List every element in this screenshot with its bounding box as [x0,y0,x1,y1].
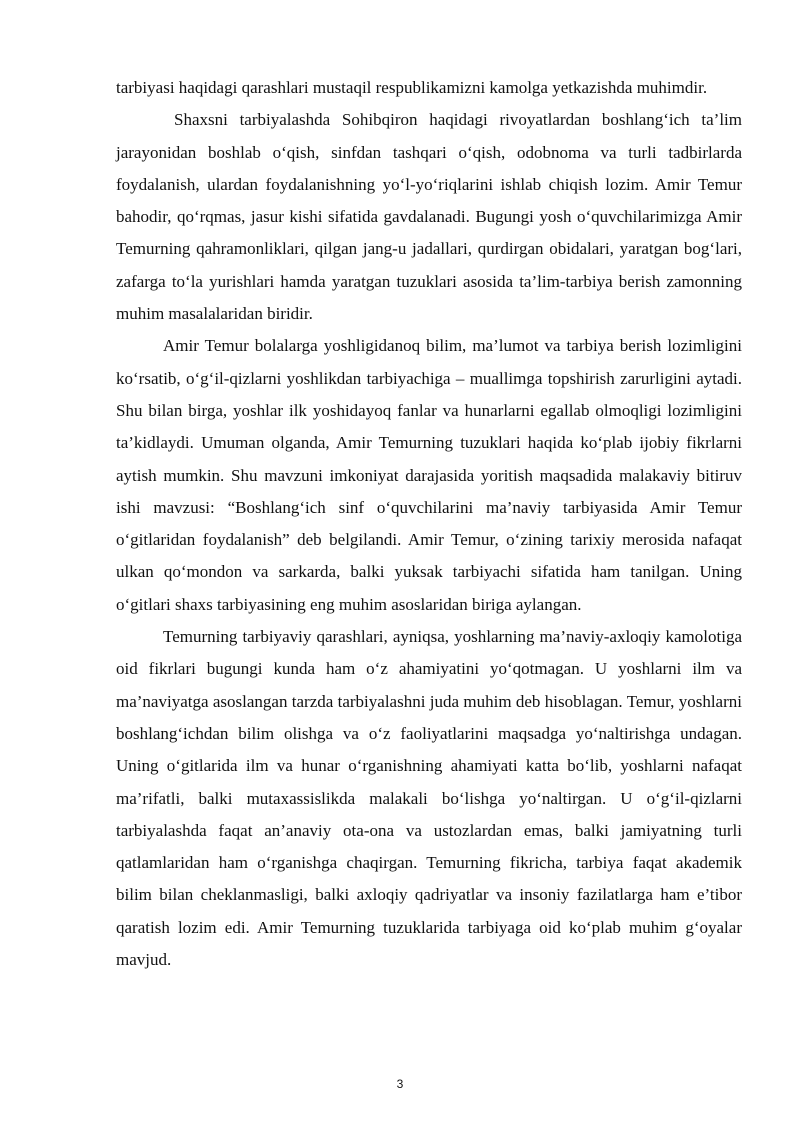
paragraph-continuation: tarbiyasi haqidagi qarashlari mustaqil respublikamizni kamolga yetkazishda muhimdir. [116,78,708,97]
paragraph-amir-temur-bolalarga: Amir Temur bolalarga yoshligidanoq bilim, ma’lumot va tarbiya berish lozimligini ko‘rsatib, o‘g‘il-qizlarni yoshlikdan tarbiyachiga – muallimga topshirish zarurligini aytadi. Shu bilan birga, yoshlar ilk yoshidayoq fanlar va hunarlarni egallab olmoqligi lozimligini ta’kidlaydi. Umuman olganda, Amir Temurning tuzuklari haqida ko‘plab ijobiy fikrlarni aytish mumkin. Shu mavzuni imkoniyat darajasida yoritish maqsadida malakaviy bitiruv ishi mavzusi: “Boshlang‘ich sinf o‘quvchilarini ma’naviy tarbiyasida Amir Temur o‘gitlaridan foydalanish” deb belgilandi. Amir Temur, o‘zining tarixiy merosida nafaqat ulkan qo‘mondon va sarkarda, balki yuksak tarbiyachi sifatida ham tanilgan. Uning o‘gitlari shaxs tarbiyasining eng muhim asoslaridan biriga aylangan. [116,336,742,614]
page-number: 3 [396,1077,404,1091]
paragraph-sohibqiron-rivoyatlar: Shaxsni tarbiyalashda Sohibqiron haqidagi rivoyatlardan boshlang‘ich ta’lim jarayonidan boshlab o‘qish, sinfdan tashqari o‘qish, odobnoma va turli tadbirlarda foydalanish, ulardan foydalanishning yo‘l-yo‘riqlarini ishlab chiqish lozim. Amir Temur bahodir, qo‘rqmas, jasur kishi sifatida gavdalanadi. Bugungi yosh o‘quvchilarimizga Amir Temurning qahramonliklari, qilgan jang-u jadallari, qurdirgan obidalari, yaratgan bog‘lari, zafarga to‘la yurishlari hamda yaratgan tuzuklari asosida ta’lim-tarbiya berish zamonning muhim masalalaridan biridir. [116,110,742,324]
body-text [116,72,742,976]
paragraph-temurning-tarbiyaviy-qarashlari: Temurning tarbiyaviy qarashlari, ayniqsa, yoshlarning ma’naviy-axloqiy kamolotiga oid fikrlari bugungi kunda ham o‘z ahamiyatini yo‘qotmagan. U yoshlarni ilm va ma’naviyatga asoslangan tarzda tarbiyalashni juda muhim deb hisoblagan. Temur, yoshlarni boshlang‘ichdan bilim olishga va o‘z faoliyatlarini maqsadga yo‘naltirishga undagan. Uning o‘gitlarida ilm va hunar o‘rganishning ahamiyati katta bo‘lib, yoshlarni nafaqat ma’rifatli, balki mutaxassislikda malakali bo‘lishga yo‘naltirgan. U o‘g‘il-qizlarni tarbiyalashda faqat an’anaviy ota-ona va ustozlardan emas, balki jamiyatning turli qatlamlaridan ham o‘rganishga chaqirgan. Temurning fikricha, tarbiya faqat akademik bilim bilan cheklanmasligi, balki axloqiy qadriyatlar va insoniy fazilatlarga ham e’tibor qaratish lozim edi. Amir Temurning tuzuklarida tarbiyaga oid ko‘plab muhim g‘oyalar mavjud. [116,627,742,970]
